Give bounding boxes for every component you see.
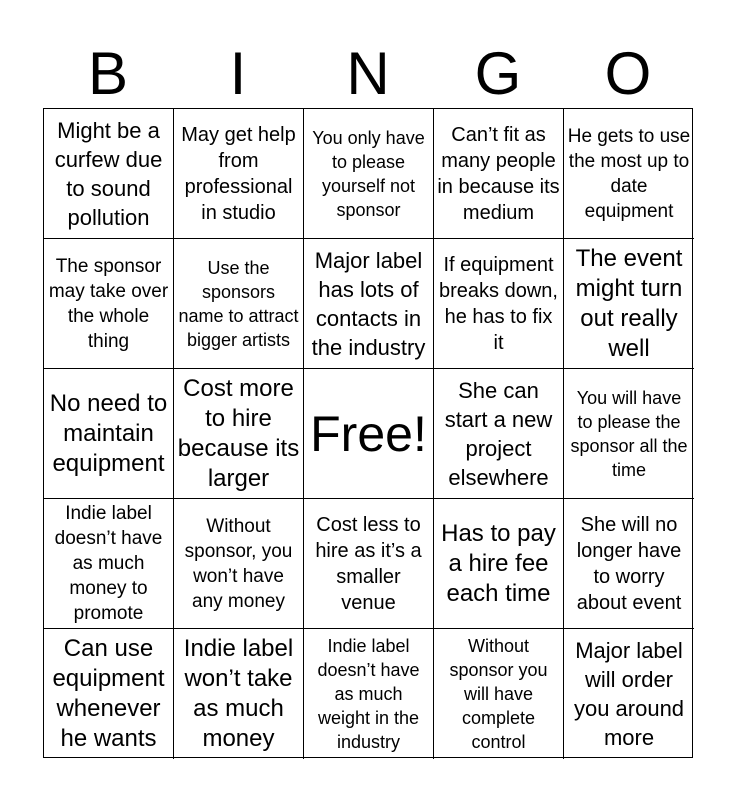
bingo-cell[interactable] [564,109,694,239]
cell-text: Without sponsor, you won’t have any money [184,515,293,612]
bingo-cell[interactable] [304,629,434,759]
bingo-cell[interactable] [564,369,694,499]
bingo-cell[interactable] [304,499,434,629]
bingo-cell[interactable] [44,629,174,759]
header-letter-g: G [474,40,522,107]
cell-text: Can’t fit as many people in because its medium [437,123,560,224]
cell-text: Major label will order you around more [573,638,685,750]
bingo-cell[interactable] [44,109,174,239]
cell-text: The sponsor may take over the whole thing [48,255,169,352]
header-letter-b: B [87,40,129,107]
cell-text: Major label has lots of contacts in the industry [311,247,426,360]
cell-text: Indie label doesn’t have as much money to promote [54,503,163,624]
cell-text: Has to pay a hire fee each time [441,519,556,607]
bingo-cell[interactable] [174,629,304,759]
bingo-cell[interactable] [564,629,694,759]
bingo-cell[interactable] [44,369,174,499]
cell-text: Without sponsor you will have complete control [449,636,548,752]
cell-text: Can use equipment whenever he wants [52,635,165,752]
cell-text: Use the sponsors name to attract bigger artists [178,257,299,350]
cell-text: The event might turn out really well [575,244,683,362]
cell-text: Indie label won’t take as much money [183,635,294,752]
cell-text: He gets to use the most up to date equipment [567,125,691,222]
cell-text: She can start a new project elsewhere [444,377,553,490]
cell-text: Cost less to hire as it’s a smaller venue [315,513,422,614]
free-space-cell[interactable] [304,369,434,499]
bingo-cell[interactable] [434,369,564,499]
bingo-cell[interactable] [304,239,434,369]
bingo-cell[interactable] [174,369,304,499]
bingo-cell[interactable] [564,239,694,369]
bingo-cell[interactable] [174,109,304,239]
bingo-cell[interactable] [44,499,174,629]
cell-text: You will have to please the sponsor all the time [570,387,688,480]
bingo-cell[interactable] [174,499,304,629]
bingo-cell[interactable] [434,629,564,759]
cell-text: Indie label doesn’t have as much weight in the industry [317,636,420,752]
bingo-header [43,40,693,108]
header-letter-i: I [229,40,247,107]
free-space-label: Free! [310,405,427,462]
bingo-cell[interactable] [434,239,564,369]
cell-text: She will no longer have to worry about event [576,513,682,614]
cell-text: Might be a curfew due to sound pollution [54,117,163,230]
bingo-cell[interactable] [174,239,304,369]
cell-text: May get help from professional in studio [181,123,296,224]
cell-text: You only have to please yourself not sponsor [312,127,425,220]
bingo-cell[interactable] [44,239,174,369]
header-letter-n: N [346,40,390,107]
cell-text: No need to maintain equipment [49,389,168,477]
bingo-cell[interactable] [564,499,694,629]
cell-text: If equipment breaks down, he has to fix it [439,253,558,354]
bingo-cell[interactable] [304,109,434,239]
cell-text: Cost more to hire because its larger [177,374,300,492]
bingo-cell[interactable] [434,109,564,239]
header-letter-o: O [604,40,652,107]
bingo-board [43,108,693,758]
bingo-cell[interactable] [434,499,564,629]
